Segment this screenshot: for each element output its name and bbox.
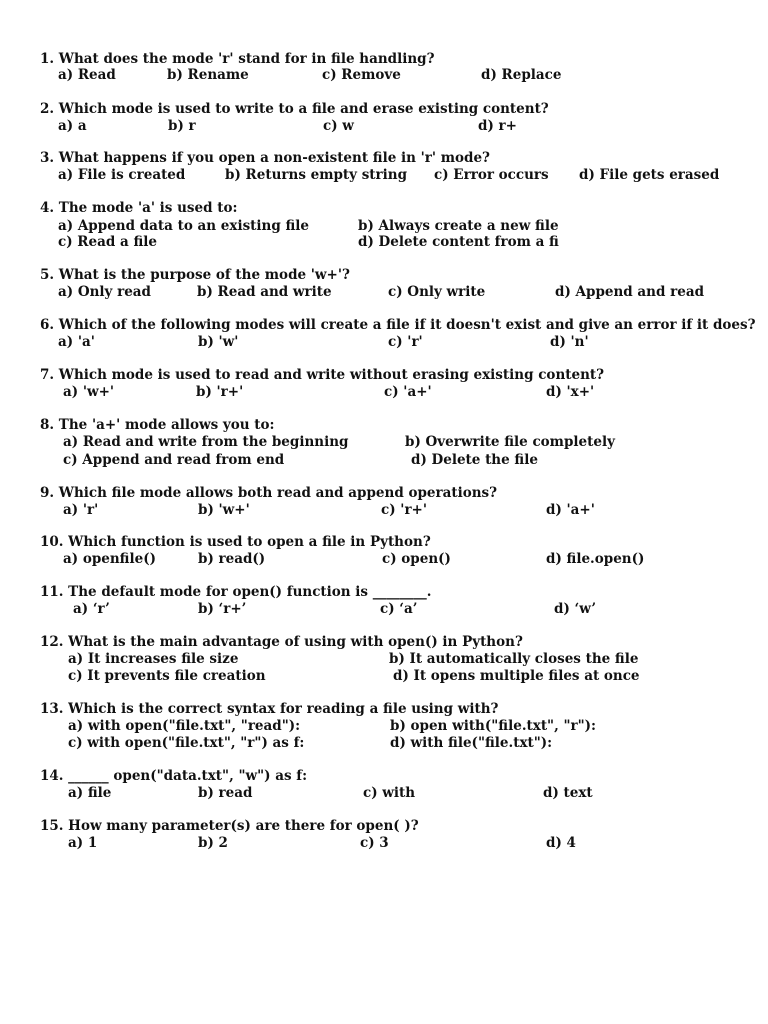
option-a: a) It increases file size bbox=[68, 651, 239, 667]
option-a: a) Append data to an existing file bbox=[58, 218, 310, 234]
option-d: d) ‘w’ bbox=[554, 601, 597, 617]
question-stem: 4. The mode 'a' is used to: bbox=[40, 200, 238, 216]
option-a: a) File is created bbox=[58, 167, 186, 183]
option-d: d) with file("file.txt"): bbox=[390, 735, 553, 751]
option-a: a) openfile() bbox=[63, 551, 156, 567]
option-c: c) ‘a’ bbox=[380, 601, 418, 617]
question-stem: 12. What is the main advantage of using with open() in Python? bbox=[40, 634, 523, 650]
option-b: b) 'w+' bbox=[198, 502, 250, 518]
option-b: b) 'w' bbox=[198, 334, 239, 350]
option-d: d) Delete content from a fi bbox=[358, 234, 559, 250]
option-d: d) It opens multiple files at once bbox=[393, 668, 640, 684]
option-c: c) Only write bbox=[388, 284, 486, 300]
option-b: b) open with("file.txt", "r"): bbox=[390, 718, 597, 734]
option-b: b) read bbox=[198, 785, 253, 801]
question-stem: 10. Which function is used to open a file in Python? bbox=[40, 534, 431, 550]
option-a: a) Read and write from the beginning bbox=[63, 434, 349, 450]
option-a: a) a bbox=[58, 118, 87, 134]
option-b: b) Rename bbox=[167, 67, 249, 83]
option-d: d) Replace bbox=[481, 67, 562, 83]
option-d: d) 'x+' bbox=[546, 384, 595, 400]
option-b: b) 'r+' bbox=[196, 384, 244, 400]
option-a: a) 'r' bbox=[63, 502, 99, 518]
option-a: a) file bbox=[68, 785, 112, 801]
question-stem: 13. Which is the correct syntax for reading a file using with? bbox=[40, 701, 499, 717]
option-d: d) Delete the file bbox=[411, 452, 538, 468]
option-d: d) 'n' bbox=[550, 334, 589, 350]
option-b: b) Returns empty string bbox=[225, 167, 408, 183]
question-stem: 9. Which file mode allows both read and append operations? bbox=[40, 485, 498, 501]
option-c: c) open() bbox=[382, 551, 451, 567]
question-stem: 15. How many parameter(s) are there for open( )? bbox=[40, 818, 419, 834]
option-c: c) with open("file.txt", "r") as f: bbox=[68, 735, 305, 751]
question-stem: 14. ______ open("data.txt", "w") as f: bbox=[40, 768, 308, 784]
question-stem: 6. Which of the following modes will create a file if it doesn't exist and give an error if it does? bbox=[40, 317, 756, 333]
option-a: a) Only read bbox=[58, 284, 151, 300]
option-c: c) 'a+' bbox=[384, 384, 432, 400]
option-d: d) file.open() bbox=[546, 551, 645, 567]
question-stem: 2. Which mode is used to write to a file and erase existing content? bbox=[40, 101, 549, 117]
option-c: c) 'r' bbox=[388, 334, 423, 350]
option-c: c) with bbox=[363, 785, 416, 801]
option-c: c) 3 bbox=[360, 835, 389, 851]
option-b: b) It automatically closes the file bbox=[389, 651, 639, 667]
option-a: a) 'a' bbox=[58, 334, 95, 350]
option-b: b) ‘r+’ bbox=[198, 601, 247, 617]
option-c: c) Append and read from end bbox=[63, 452, 285, 468]
option-a: a) 1 bbox=[68, 835, 98, 851]
option-c: c) Remove bbox=[322, 67, 401, 83]
option-c: c) Error occurs bbox=[434, 167, 549, 183]
option-d: d) r+ bbox=[478, 118, 517, 134]
option-b: b) r bbox=[168, 118, 196, 134]
option-a: a) ‘r’ bbox=[73, 601, 110, 617]
option-a: a) with open("file.txt", "read"): bbox=[68, 718, 301, 734]
option-a: a) 'w+' bbox=[63, 384, 115, 400]
question-stem: 3. What happens if you open a non-existent file in 'r' mode? bbox=[40, 150, 490, 166]
option-b: b) Always create a new file bbox=[358, 218, 559, 234]
option-d: d) 'a+' bbox=[546, 502, 595, 518]
option-b: b) read() bbox=[198, 551, 266, 567]
question-stem: 1. What does the mode 'r' stand for in file handling? bbox=[40, 51, 435, 67]
option-b: b) Overwrite file completely bbox=[405, 434, 615, 450]
question-stem: 7. Which mode is used to read and write without erasing existing content? bbox=[40, 367, 605, 383]
option-a: a) Read bbox=[58, 67, 116, 83]
question-stem: 11. The default mode for open() function is ________. bbox=[40, 584, 432, 600]
question-stem: 8. The 'a+' mode allows you to: bbox=[40, 417, 275, 433]
option-c: c) Read a file bbox=[58, 234, 157, 250]
option-d: d) File gets erased bbox=[579, 167, 720, 183]
option-c: c) 'r+' bbox=[381, 502, 427, 518]
question-stem: 5. What is the purpose of the mode 'w+'? bbox=[40, 267, 350, 283]
option-c: c) w bbox=[323, 118, 354, 134]
option-d: d) 4 bbox=[546, 835, 576, 851]
option-d: d) Append and read bbox=[555, 284, 705, 300]
option-b: b) 2 bbox=[198, 835, 228, 851]
option-b: b) Read and write bbox=[197, 284, 332, 300]
option-c: c) It prevents file creation bbox=[68, 668, 266, 684]
option-d: d) text bbox=[543, 785, 593, 801]
